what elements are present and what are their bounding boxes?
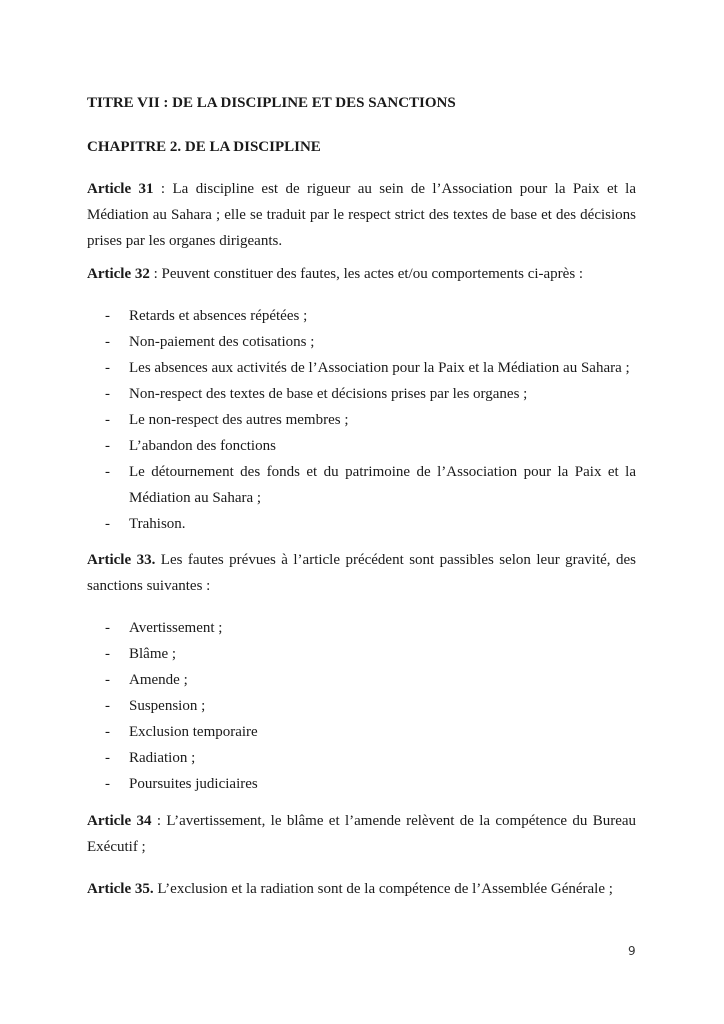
bullet-dash: - [105, 334, 110, 350]
bullet-dash: - [105, 386, 110, 402]
list-item: - L’abandon des fonctions [87, 433, 636, 459]
list-item: - Exclusion temporaire [87, 719, 636, 745]
list-item: - Avertissement ; [87, 615, 636, 641]
list-item: - Poursuites judiciaires [87, 771, 636, 797]
article-33 [87, 547, 636, 599]
list-item: - Trahison. [87, 511, 636, 537]
article-label: Article 35. [87, 881, 154, 897]
article-32 [87, 261, 636, 287]
bullet-dash: - [105, 308, 110, 324]
list-item: - Le détournement des fonds et du patrimoine de l’Association pour la Paix et la Médiation au Sahara ; [87, 459, 636, 511]
article-text: L’exclusion et la radiation sont de la compétence de l’Assemblée Générale ; [153, 881, 613, 897]
bullet-dash: - [105, 360, 110, 376]
list-item: - Amende ; [87, 667, 636, 693]
bullet-dash: - [105, 750, 110, 766]
bullet-dash: - [105, 438, 110, 454]
article-35 [87, 876, 636, 902]
article-label: Article 32 [87, 266, 150, 282]
list-item: - Non-paiement des cotisations ; [87, 329, 636, 355]
article-text: : L’avertissement, le blâme et l’amende relèvent de la compétence du Bureau Exécutif ; [87, 813, 637, 855]
list-item: - Les absences aux activités de l’Association pour la Paix et la Médiation au Sahara ; [87, 355, 636, 381]
list-item: - Retards et absences répétées ; [87, 303, 636, 329]
article-label: Article 34 [87, 813, 152, 829]
faults-list [87, 303, 636, 537]
bullet-dash: - [105, 620, 110, 636]
list-item: - Radiation ; [87, 745, 636, 771]
article-label: Article 31 [87, 181, 154, 197]
bullet-dash: - [105, 516, 110, 532]
article-34 [87, 808, 636, 860]
bullet-dash: - [105, 412, 110, 428]
bullet-dash: - [105, 646, 110, 662]
chapter-heading: CHAPITRE 2. DE LA DISCIPLINE [87, 139, 321, 155]
bullet-dash: - [105, 464, 110, 480]
bullet-dash: - [105, 724, 110, 740]
article-31 [87, 176, 636, 254]
article-text: : La discipline est de rigueur au sein de l’Association pour la Paix et la Médiation au Sahara ; elle se traduit par le respect strict des textes de base et des décisions prises par les organes dirigeants. [87, 181, 636, 249]
bullet-dash: - [105, 672, 110, 688]
article-label: Article 33. [87, 552, 156, 568]
list-item: - Non-respect des textes de base et décisions prises par les organes ; [87, 381, 636, 407]
sanctions-list [87, 615, 636, 797]
article-text: Les fautes prévues à l’article précédent sont passibles selon leur gravité, des sanctions suivantes : [87, 552, 636, 594]
page-number: 9 [628, 944, 636, 958]
bullet-dash: - [105, 776, 110, 792]
list-item: - Le non-respect des autres membres ; [87, 407, 636, 433]
title-heading: TITRE VII : DE LA DISCIPLINE ET DES SANCTIONS [87, 95, 456, 111]
list-item: - Suspension ; [87, 693, 636, 719]
list-item: - Blâme ; [87, 641, 636, 667]
article-text: : Peuvent constituer des fautes, les actes et/ou comportements ci-après : [149, 266, 584, 282]
bullet-dash: - [105, 698, 110, 714]
